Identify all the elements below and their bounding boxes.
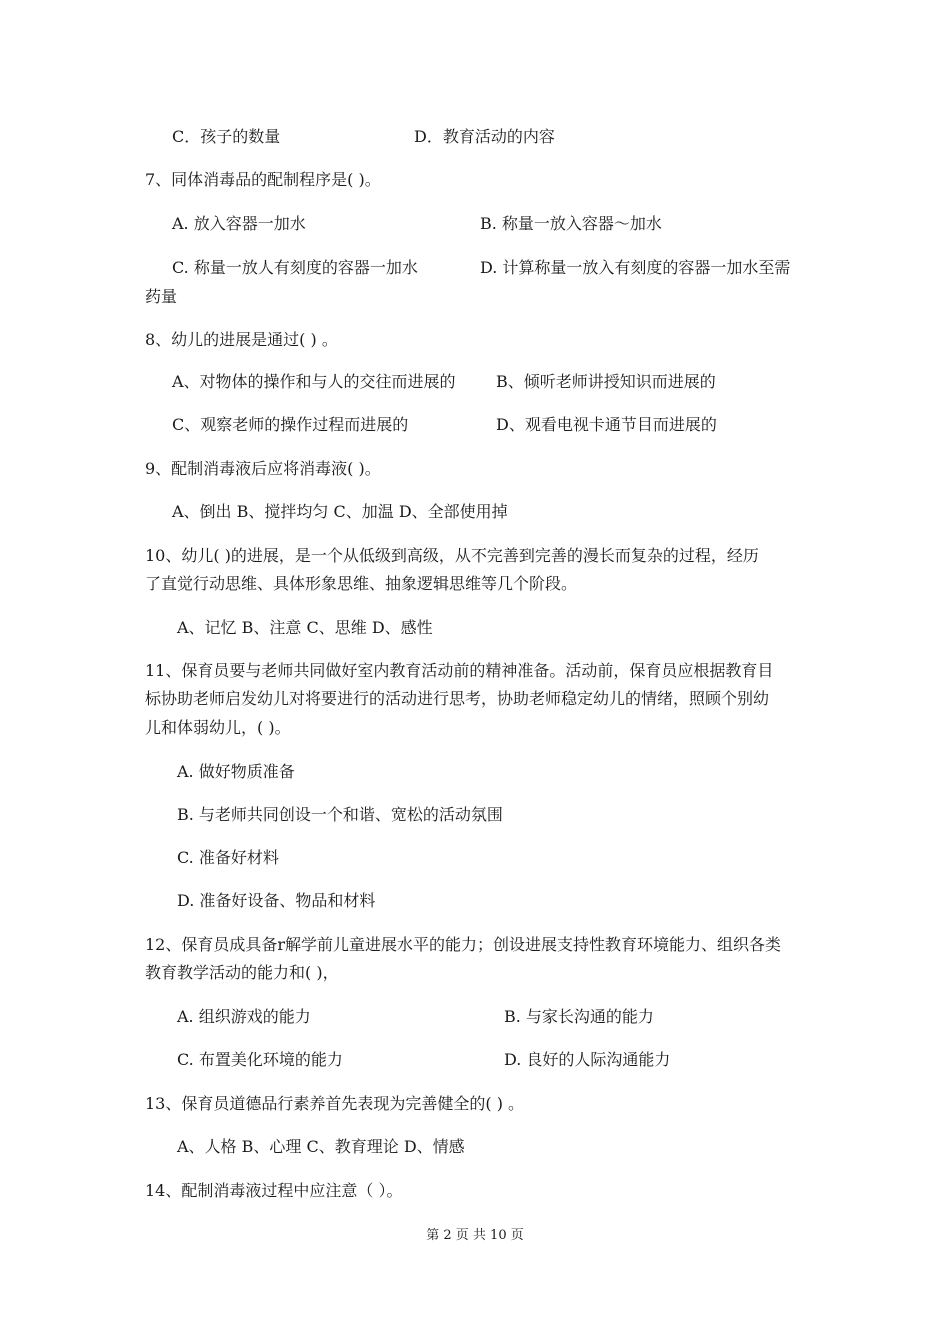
q12-option-c: C. 布置美化环境的能力 [177, 1050, 343, 1069]
q12-line-2: 教育教学活动的能力和( )， [145, 963, 339, 982]
q7-option-d-cont: 药量 [145, 287, 178, 306]
q7-option-d: D. 计算称量一放入有刻度的容器一加水至需 [480, 258, 791, 277]
q12-option-d: D. 良好的人际沟通能力 [504, 1050, 671, 1069]
q7-option-a: A. 放入容器一加水 [172, 214, 306, 233]
q8-option-b: B、倾听老师讲授知识而进展的 [496, 372, 716, 391]
q12-option-b: B. 与家长沟通的能力 [504, 1007, 654, 1026]
q8-option-a: A、对物体的操作和与人的交往而进展的 [172, 372, 456, 391]
q11-option-d: D. 准备好设备、物品和材料 [177, 891, 376, 910]
q12-option-a: A. 组织游戏的能力 [177, 1007, 311, 1026]
q11-line-3: 儿和体弱幼儿，( )。 [145, 718, 291, 737]
page-number-footer: 第 2 页 共 10 页 [426, 1228, 524, 1243]
q11-line-2: 标协助老师启发幼儿对将要进行的活动进行思考，协助老师稳定幼儿的情绪，照顾个别幼 [145, 689, 770, 708]
q11-line-1: 11、保育员要与老师共同做好室内教育活动前的精神准备。活动前，保育员应根据教育目 [145, 661, 774, 680]
q7-stem: 7、同体消毒品的配制程序是( )。 [145, 170, 381, 189]
q6-option-c: C．孩子的数量 [172, 127, 281, 146]
q10-line-1: 10、幼儿( )的进展，是一个从低级到高级，从不完善到完善的漫长而复杂的过程，经历 [145, 546, 759, 565]
q14-stem: 14、配制消毒液过程中应注意（ ）。 [145, 1181, 403, 1200]
q11-option-a: A. 做好物质准备 [177, 762, 295, 781]
q7-option-b: B. 称量一放入容器～加水 [480, 214, 662, 233]
q10-line-2: 了直觉行动思维、具体形象思维、抽象逻辑思维等几个阶段。 [145, 574, 578, 593]
q13-options: A、人格 B、心理 C、教育理论 D、情感 [177, 1137, 465, 1156]
q13-stem: 13、保育员道德品行素养首先表现为完善健全的( ) 。 [145, 1094, 525, 1113]
q10-options: A、记忆 B、注意 C、思维 D、感性 [177, 618, 433, 637]
q11-option-b: B. 与老师共同创设一个和谐、宽松的活动氛围 [177, 805, 503, 824]
q7-option-c: C. 称量一放人有刻度的容器一加水 [172, 258, 418, 277]
q9-options: A、倒出 B、搅拌均匀 C、加温 D、全部使用掉 [172, 502, 508, 521]
q8-option-c: C、观察老师的操作过程而进展的 [172, 415, 409, 434]
q6-option-d: D．教育活动的内容 [414, 127, 555, 146]
q8-option-d: D、观看电视卡通节目而进展的 [496, 415, 717, 434]
q8-stem: 8、幼儿的进展是通过( ) 。 [145, 330, 338, 349]
q12-line-1: 12、保育员成具备r解学前儿童进展水平的能力；创设进展支持性教育环境能力、组织各类 [145, 935, 782, 954]
q11-option-c: C. 准备好材料 [177, 848, 279, 867]
q9-stem: 9、配制消毒液后应将消毒液( )。 [145, 459, 381, 478]
